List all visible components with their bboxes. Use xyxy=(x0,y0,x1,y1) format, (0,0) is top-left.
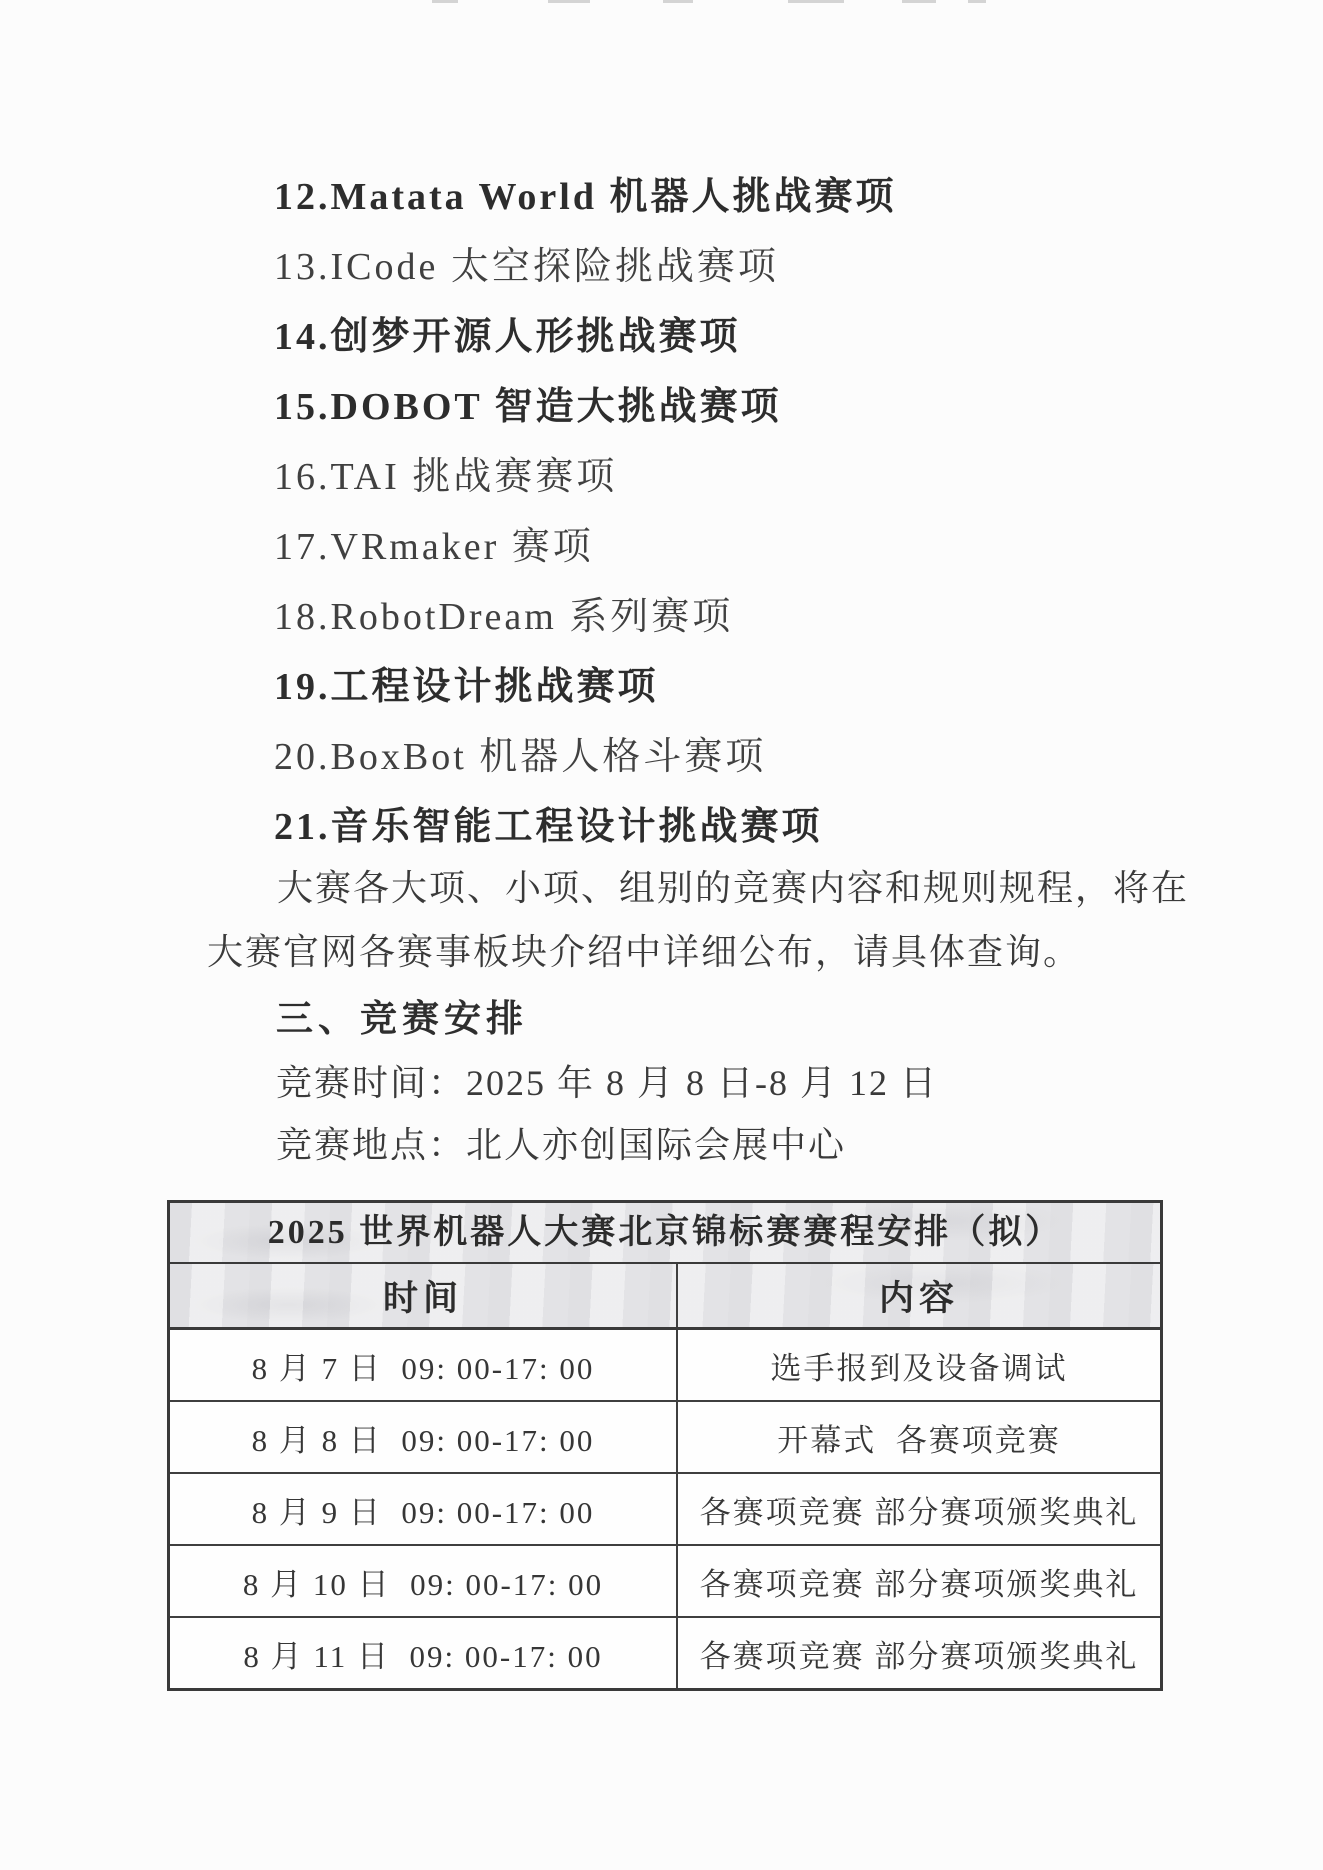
cell-time: 8 月 9 日 09: 00-17: 00 xyxy=(170,1474,678,1544)
list-item-12: 12.Matata World 机器人挑战赛项 xyxy=(274,176,897,218)
cell-content: 选手报到及设备调试 xyxy=(770,1350,1068,1386)
cell-time: 8 月 8 日 09: 00-17: 00 xyxy=(170,1402,678,1472)
competition-time-line: 竞赛时间：2025 年 8 月 8 日-8 月 12 日 xyxy=(276,1063,938,1103)
list-item-17: 17.VRmaker 赛项 xyxy=(274,526,594,568)
list-item-16: 16.TAI 挑战赛赛项 xyxy=(274,456,618,498)
schedule-row-aug-10 xyxy=(170,1546,1160,1618)
list-item-21: 21.音乐智能工程设计挑战赛项 xyxy=(274,806,823,848)
schedule-row-aug-8 xyxy=(170,1402,1160,1474)
header-cell-time: 时间 xyxy=(170,1264,678,1327)
schedule-row-aug-9 xyxy=(170,1474,1160,1546)
schedule-row-aug-7 xyxy=(170,1330,1160,1402)
cell-content: 各赛项竞赛 部分赛项颁奖典礼 xyxy=(699,1638,1139,1674)
competition-venue-line: 竞赛地点：北人亦创国际会展中心 xyxy=(276,1125,847,1165)
list-item-15: 15.DOBOT 智造大挑战赛项 xyxy=(274,386,782,428)
list-item-13: 13.ICode 太空探险挑战赛项 xyxy=(274,246,779,288)
list-item-20: 20.BoxBot 机器人格斗赛项 xyxy=(274,736,767,778)
schedule-row-aug-11 xyxy=(170,1618,1160,1688)
cell-time: 8 月 7 日 09: 00-17: 00 xyxy=(170,1330,678,1400)
cell-time: 8 月 10 日 09: 00-17: 00 xyxy=(170,1546,678,1616)
list-item-19: 19.工程设计挑战赛项 xyxy=(274,666,659,708)
list-item-18: 18.RobotDream 系列赛项 xyxy=(274,596,734,638)
competition-items-list xyxy=(274,162,896,862)
header-cell-content: 内容 xyxy=(878,1278,959,1318)
schedule-table-title: 2025 世界机器人大赛北京锦标赛赛程安排（拟） xyxy=(170,1203,1160,1264)
paragraph-line-1: 大赛各大项、小项、组别的竞赛内容和规则规程，将在 xyxy=(277,868,1190,908)
section-heading-competition-arrangement: 三、竞赛安排 xyxy=(276,999,528,1040)
cell-content: 各赛项竞赛 部分赛项颁奖典礼 xyxy=(699,1566,1139,1602)
cell-content: 各赛项竞赛 部分赛项颁奖典礼 xyxy=(699,1494,1139,1530)
paragraph-line-2: 大赛官网各赛事板块介绍中详细公布，请具体查询。 xyxy=(207,932,1082,972)
cell-content: 开幕式 各赛项竞赛 xyxy=(777,1422,1061,1458)
schedule-table xyxy=(167,1200,1163,1691)
list-item-14: 14.创梦开源人形挑战赛项 xyxy=(274,316,741,358)
cell-time: 8 月 11 日 09: 00-17: 00 xyxy=(170,1618,678,1688)
schedule-table-header-row xyxy=(170,1264,1160,1330)
